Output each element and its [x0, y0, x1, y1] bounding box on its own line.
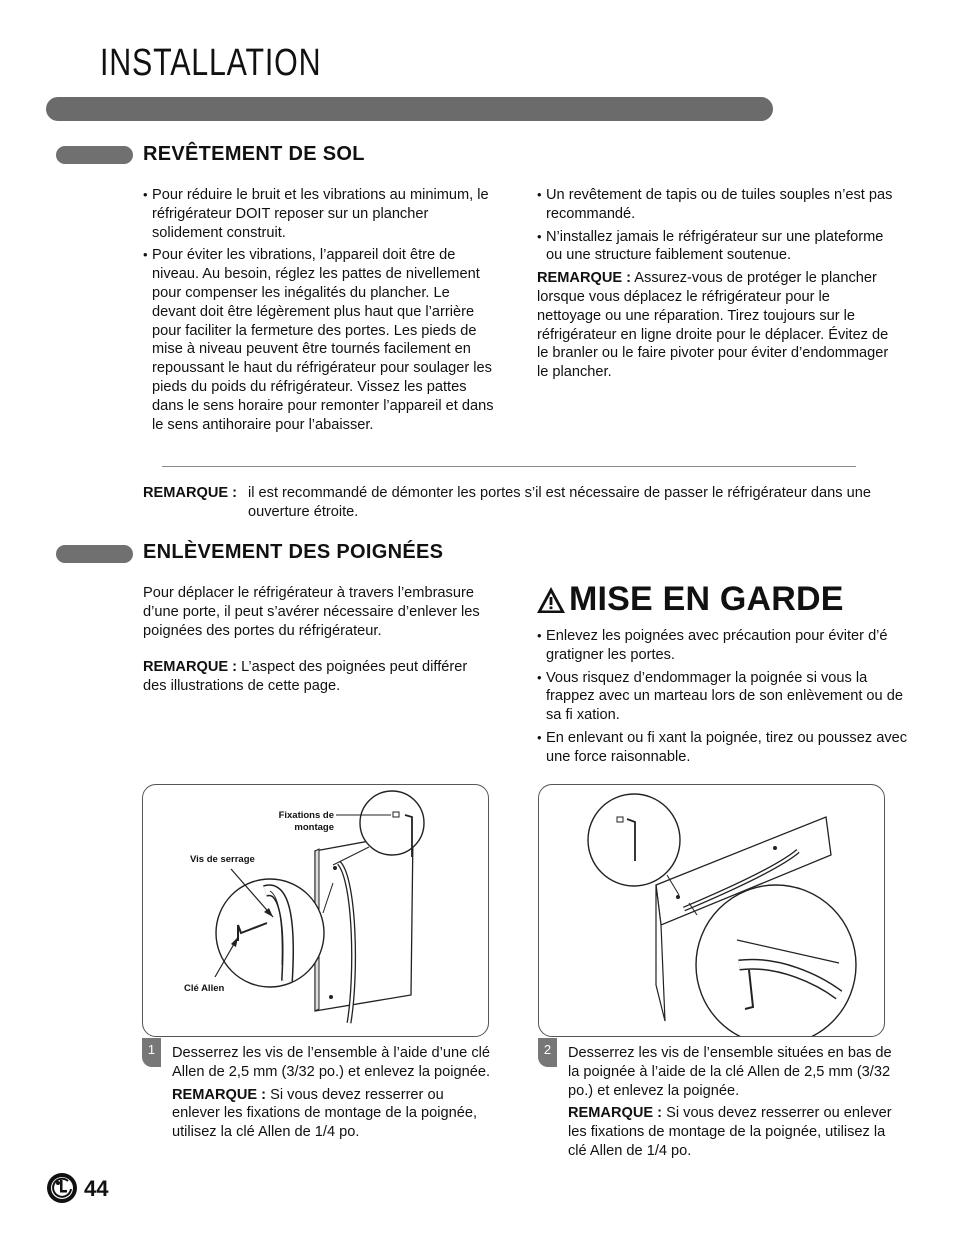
lg-logo [46, 1172, 78, 1204]
list-item: • Pour réduire le bruit et les vibrations au minimum, le réfrigérateur DOIT reposer sur un plancher solidement construit. [143, 186, 495, 242]
divider [162, 466, 856, 467]
title-bar [46, 97, 773, 121]
list-item: • Pour éviter les vibrations, l’appareil doit être de niveau. Au besoin, réglez les pattes de nivellement pour compenser les inégalités du plancher. Le devant doit être légèrement plus haut que l’arrière pour faciliter la fermeture des portes. Les pieds de mise à niveau peuvent être tournés facilement en repoussant le haut du réfrigérateur pour soulager les pieds du poids du réfrigérateur. Vissez les pattes dans le sens horaire pour remonter l’appareil et dans le sens antihoraire pour l’abaisser. [143, 246, 495, 434]
label-allen-key: Clé Allen [184, 983, 225, 994]
warning-list [537, 627, 909, 771]
warning-title: MISE EN GARDE [569, 580, 844, 618]
list-item: • Vous risquez d’endommager la poignée si vous la frappez avec un marteau lors de son enlèvement ou de sa fi xation. [537, 669, 909, 725]
section-heading-floor: REVÊTEMENT DE SOL [143, 143, 365, 165]
step-1-text: Desserrez les vis de l’ensemble à l’aide d’une clé Allen de 2,5 mm (3/32 po.) et enlevez la poignée. REMARQUE : Si vous devez resserrer ou enlever les fixations de montage de la poignée, utilisez la clé Allen de 1/4 po. [172, 1045, 491, 1141]
warning-icon [536, 586, 568, 618]
door-note: REMARQUE : il est recommandé de démonter les portes s’il est nécessaire de passer le réfrigérateur dans une ouverture étroite. [143, 485, 871, 520]
label-mounting: Fixations de montage [278, 810, 334, 833]
list-item: • En enlevant ou fi xant la poignée, tirez ou poussez avec une force raisonnable. [537, 729, 909, 767]
section-marker [56, 146, 133, 164]
handles-intro: Pour déplacer le réfrigérateur à travers l’embrasure d’une porte, il peut s’avérer nécessaire d’enlever les poignées des portes du réfrigérateur. REMARQUE : L’aspect des poignées peut différer des illustrations de cette page. [143, 585, 480, 695]
section-marker [56, 545, 133, 563]
list-item: • Un revêtement de tapis ou de tuiles souples n’est pas recommandé. [537, 186, 893, 224]
figure-1 [142, 784, 489, 1037]
section-heading-handles: ENLÈVEMENT DES POIGNÉES [143, 541, 444, 563]
floor-note: REMARQUE : Assurez-vous de protéger le plancher lorsque vous déplacez le réfrigérateur pour le nettoyage ou une réparation. Tirez toujours sur le réfrigérateur en ligne droite pour le déplacer. Évitez de le branler ou le faire pivoter pour éviter d’endommager le plancher. [537, 270, 889, 381]
figure-2-illustration [539, 785, 884, 1036]
page-number: 44 [84, 1176, 109, 1201]
floor-left-column [143, 186, 495, 438]
label-set-screw: Vis de serrage [190, 854, 255, 865]
list-item: • Enlevez les poignées avec précaution pour éviter d’é gratigner les portes. [537, 627, 909, 665]
floor-right-column [537, 186, 893, 382]
step-number-2: 2 [538, 1038, 557, 1067]
figure-2 [538, 784, 885, 1037]
page-title: INSTALLATION [100, 42, 322, 84]
list-item: • N’installez jamais le réfrigérateur sur une plateforme ou une structure faiblement soutenue. [537, 228, 893, 266]
step-2-text: Desserrez les vis de l’ensemble situées en bas de la poignée à l’aide de la clé Allen de 2,5 mm (3/32 po.) et enlevez la poignée. REMARQUE : Si vous devez resserrer ou enlever les fixations de montage de la poignée, utilisez la clé Allen de 1/4 po. [568, 1045, 892, 1159]
step-number-1: 1 [142, 1038, 161, 1067]
